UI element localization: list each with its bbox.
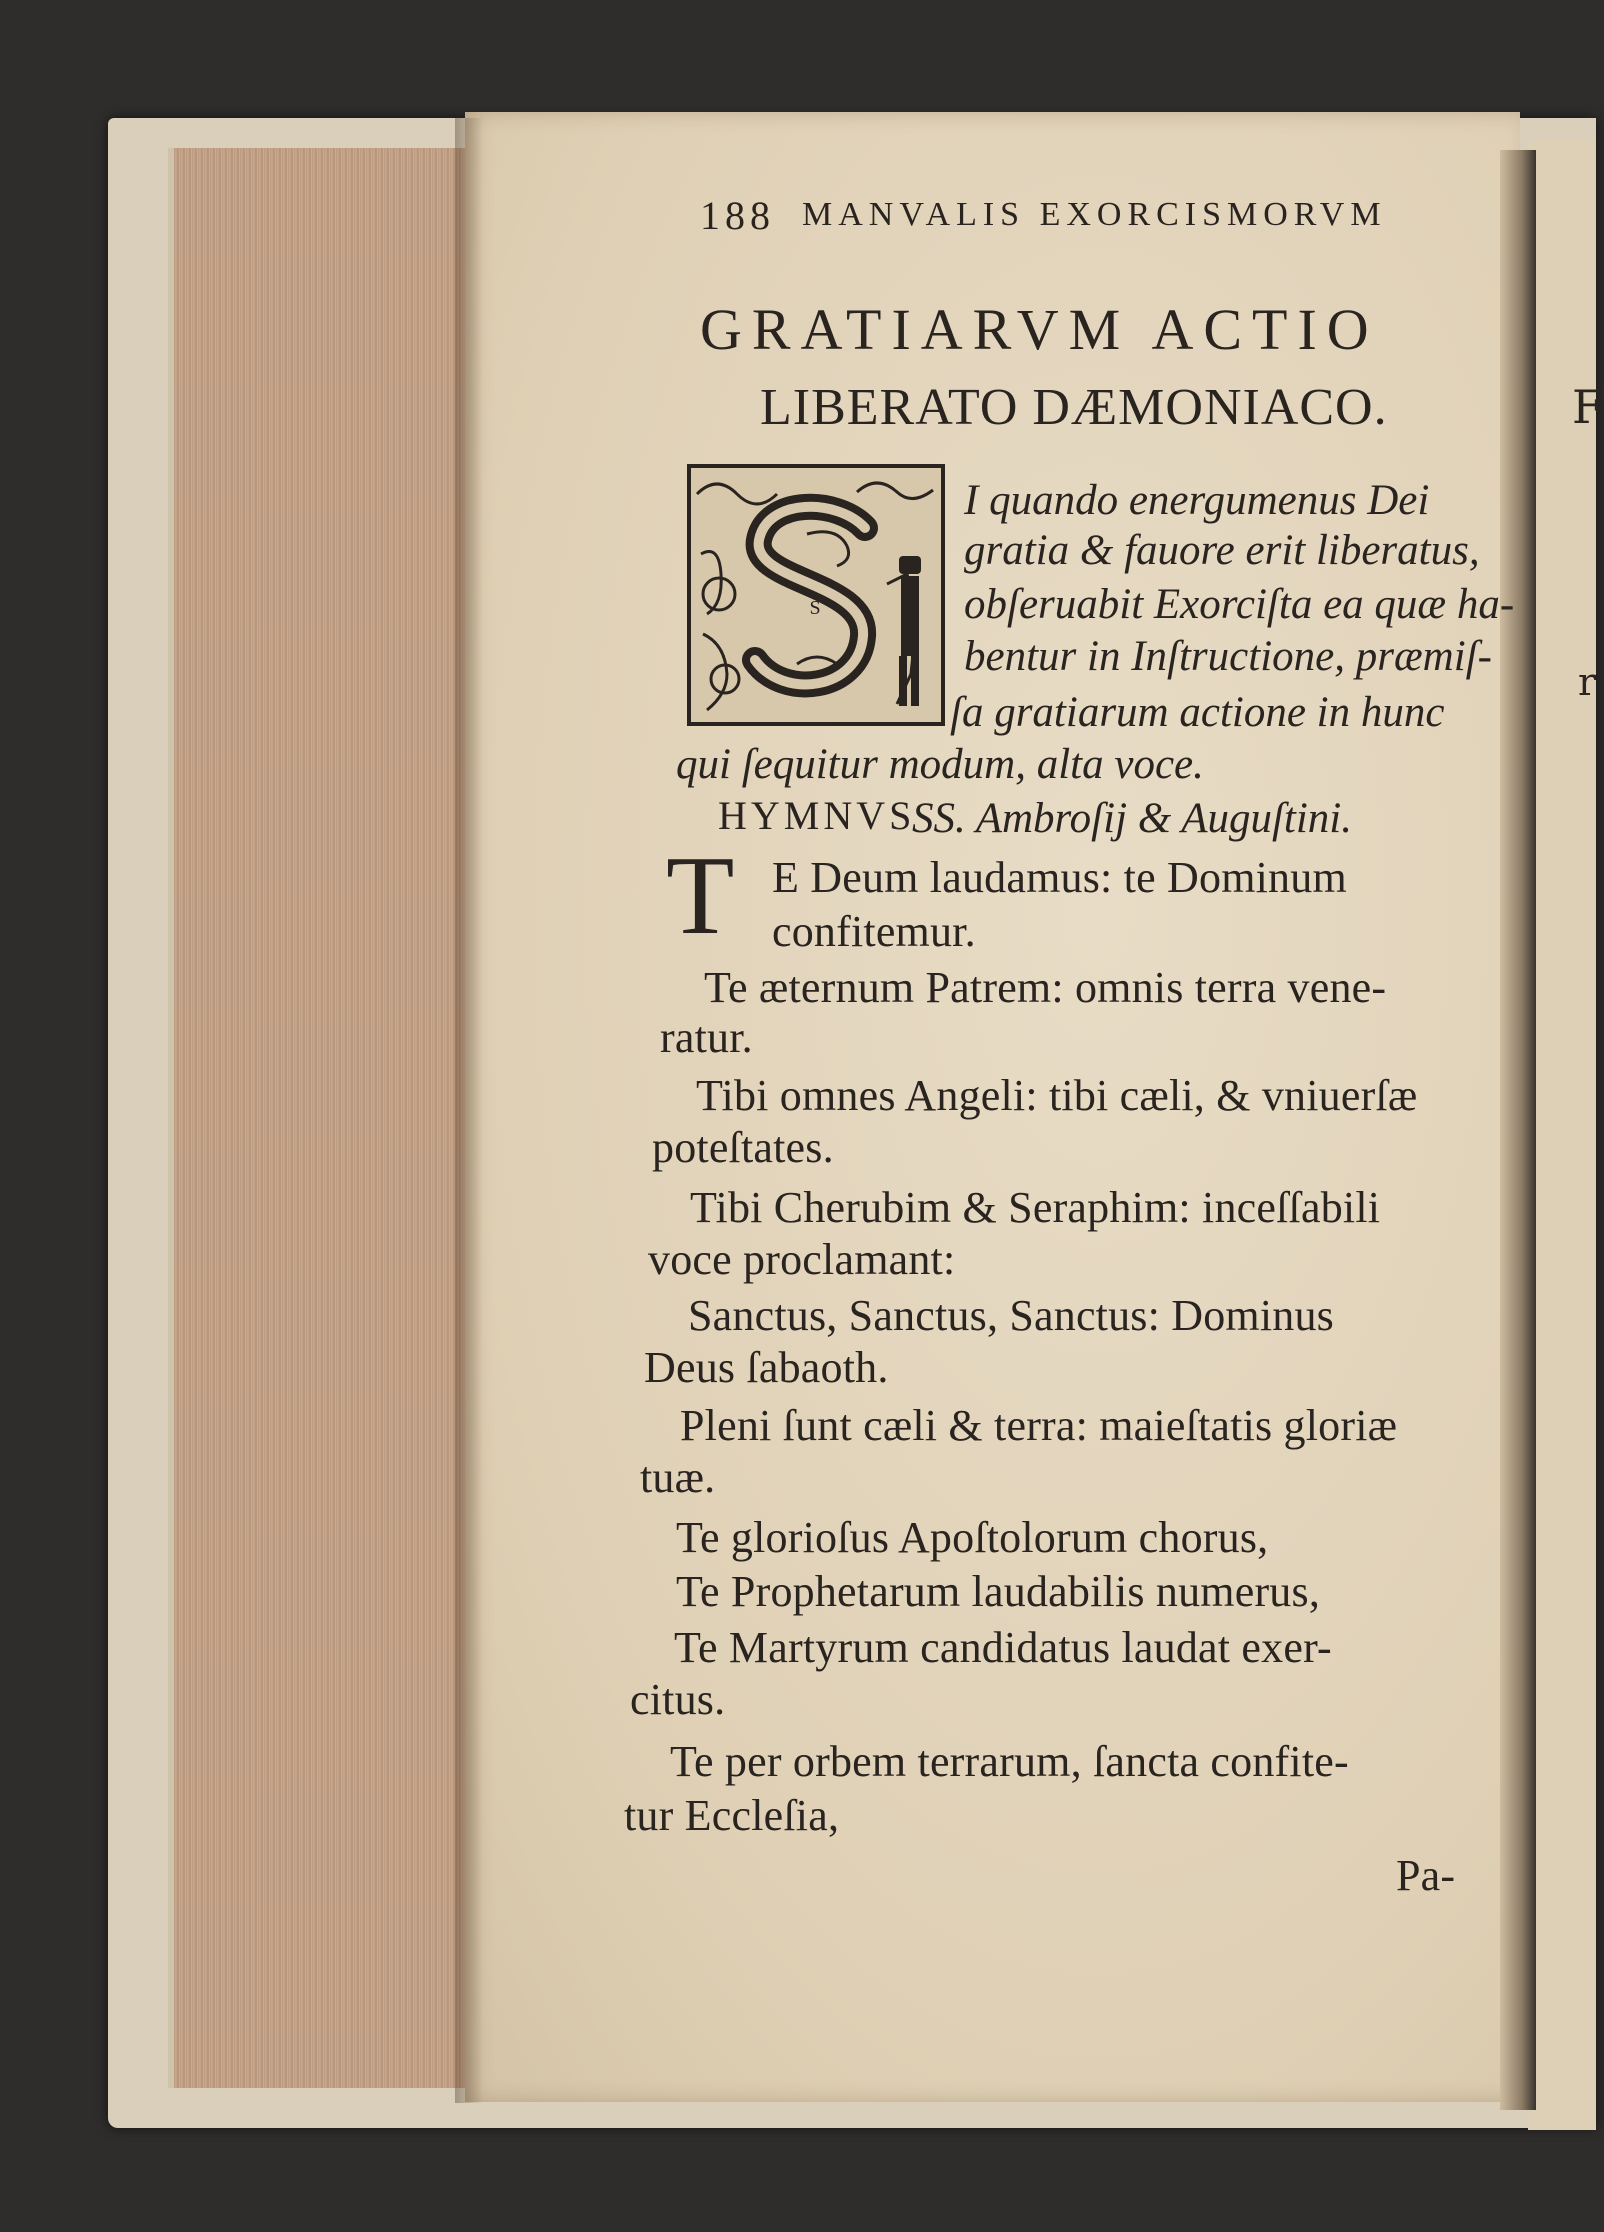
hymn-line: Te per orbem terrarum, ſancta confite- — [670, 1737, 1349, 1786]
initial-letter: S — [809, 597, 821, 619]
hymn-line: Pleni ſunt cæli & terra: maieſtatis gloriæ — [680, 1401, 1398, 1450]
hymn-heading: HYMNVS — [718, 793, 916, 838]
drop-initial: T — [666, 834, 735, 958]
intro-line: I quando energumenus Dei — [964, 477, 1430, 524]
hymn-heading-attribution: SS. Ambroſij & Auguſtini. — [912, 795, 1352, 842]
hymn-line: Tibi omnes Angeli: tibi cæli, & vniuerſæ — [696, 1071, 1418, 1120]
intro-line: qui ſequitur modum, alta voce. — [676, 741, 1204, 788]
hymn-line: tur Eccleſia, — [624, 1791, 840, 1840]
facing-page-char: r — [1578, 660, 1597, 704]
catchword: Pa- — [1396, 1851, 1456, 1900]
hymn-line: confitemur. — [772, 907, 976, 956]
intro-line: gratia & fauore erit liberatus, — [964, 527, 1480, 574]
title-line-2: LIBERATO DÆMONIACO. — [760, 379, 1388, 436]
page-shadow — [455, 118, 483, 2103]
hymn-line: citus. — [630, 1675, 726, 1724]
hymn-line: Sanctus, Sanctus, Sanctus: Dominus — [688, 1291, 1335, 1340]
page-number: 188 — [700, 193, 775, 238]
running-title: MANVALIS EXORCISMORVM — [802, 196, 1387, 233]
intro-line: obſeruabit Exorciſta ea quæ ha- — [964, 581, 1515, 628]
hymn-line: Deus ſabaoth. — [644, 1343, 889, 1392]
hymn-line: voce proclamant: — [648, 1235, 956, 1284]
book-gutter — [1500, 150, 1536, 2110]
intro-line: bentur in Inſtructione, præmiſ- — [964, 633, 1492, 680]
facing-page — [1528, 140, 1596, 2130]
hymn-line: Te glorioſus Apoſtolorum chorus, — [676, 1513, 1269, 1562]
hymn-line: tuæ. — [640, 1453, 716, 1502]
hymn-line: poteſtates. — [652, 1123, 834, 1172]
hymn-line: Te Prophetarum laudabilis numerus, — [676, 1567, 1321, 1616]
title-line-1: GRATIARVM ACTIO — [700, 297, 1379, 362]
page-edges — [168, 148, 474, 2088]
intro-line: ſa gratiarum actione in hunc — [950, 689, 1445, 736]
hymn-line: Tibi Cherubim & Seraphim: inceſſabili — [690, 1183, 1381, 1232]
initial-woodcut-icon — [687, 464, 945, 726]
hymn-line: Te æternum Patrem: omnis terra vene- — [704, 963, 1387, 1012]
decorated-initial — [687, 464, 945, 726]
hymn-line: ratur. — [660, 1013, 753, 1062]
hymn-line: Te Martyrum candidatus laudat exer- — [674, 1623, 1332, 1672]
facing-page-char: F — [1572, 380, 1604, 434]
hymn-line: E Deum laudamus: te Dominum — [772, 853, 1347, 902]
